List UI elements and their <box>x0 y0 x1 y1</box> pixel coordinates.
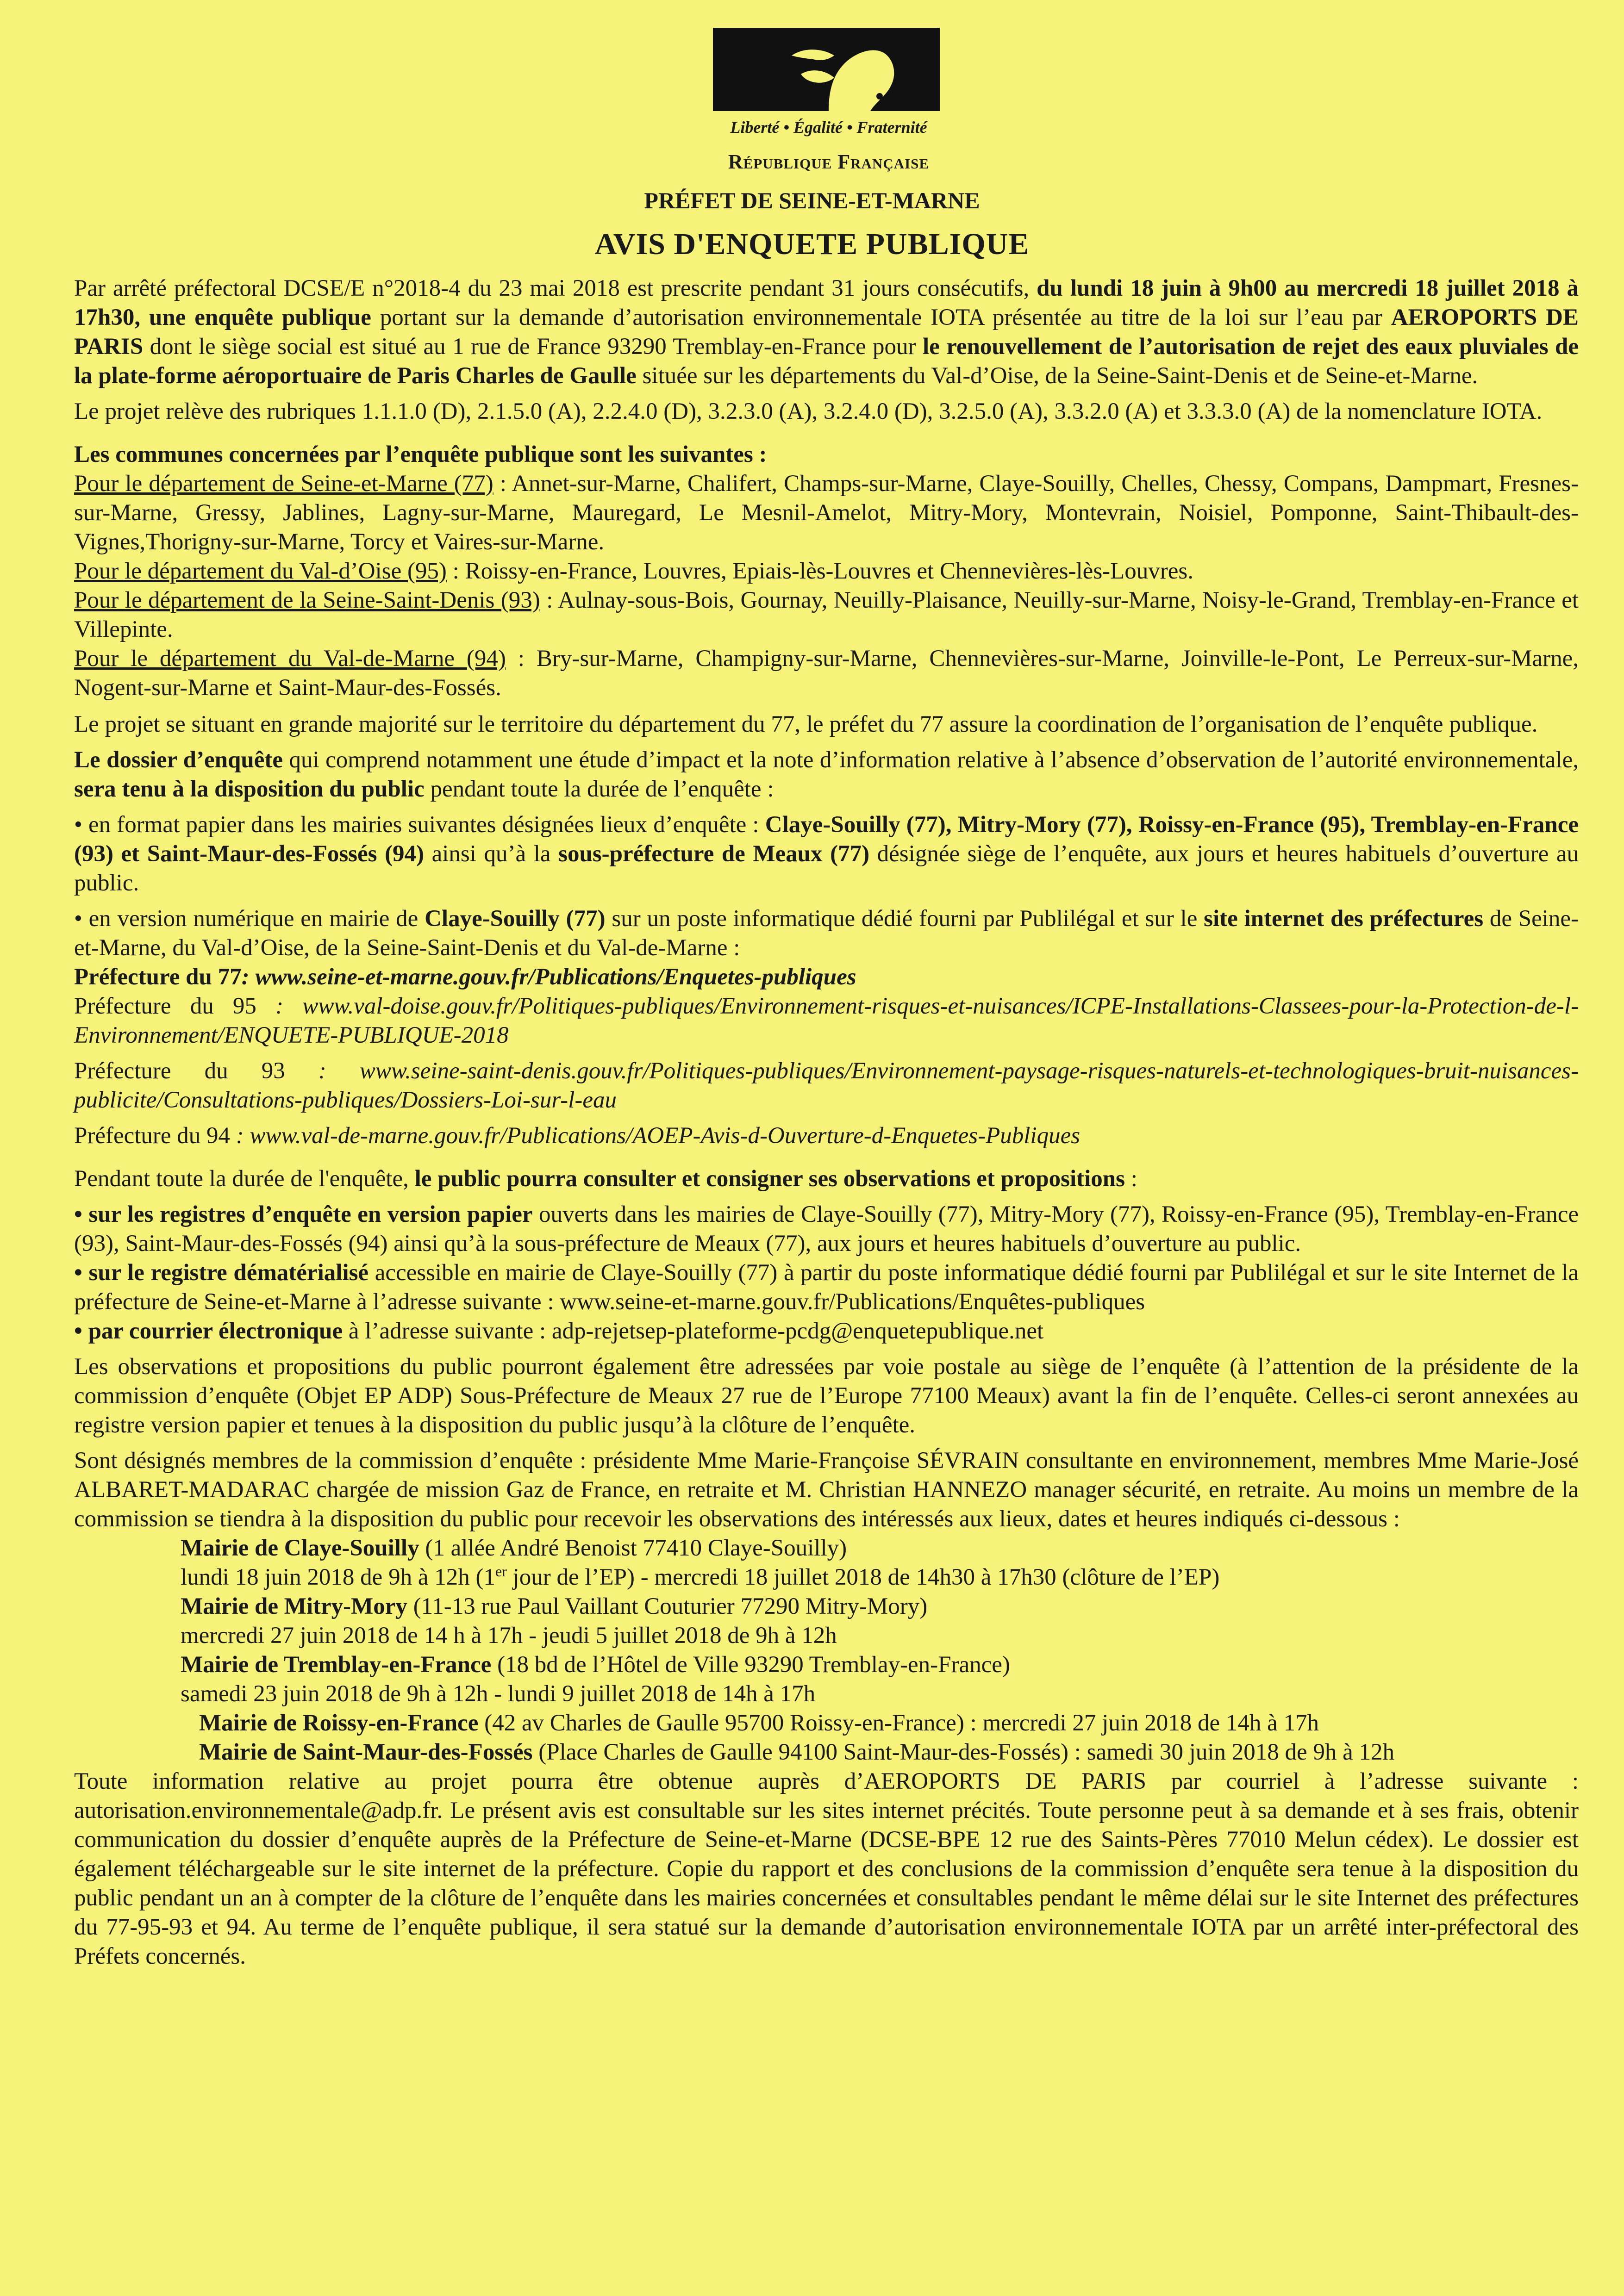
consult-options <box>74 1200 1579 1346</box>
consult-text: : <box>1124 1166 1137 1192</box>
republic-name: République Française <box>728 150 930 173</box>
intro-text: située sur les départements du Val-d’Oise, de la Seine-Saint-Denis et de Seine-et-Marne. <box>636 363 1478 389</box>
mairie-name: Mairie de Saint-Maur-des-Fossés <box>199 1739 533 1765</box>
communes-heading: Les communes concernées par l’enquête publique sont les suivantes <box>74 442 753 467</box>
marianne-logo <box>713 28 940 111</box>
dossier-label: Le dossier d’enquête <box>74 747 283 773</box>
mairie-name: Mairie de Mitry-Mory <box>181 1593 407 1619</box>
prefecture-94-label: Préfecture du 94 <box>74 1123 231 1149</box>
mairie-name: Mairie de Roissy-en-France <box>199 1710 479 1736</box>
intro-paragraph <box>74 274 1579 391</box>
mairie-tremblay-dates: samedi 23 juin 2018 de 9h à 12h - lundi 9 juillet 2018 de 14h à 17h <box>181 1681 816 1707</box>
dept-95-communes: : Roissy-en-France, Louvres, Epiais-lès-Louvres et Chennevières-lès-Louvres. <box>446 558 1194 584</box>
dept-95-label: Pour le département du Val-d’Oise (95) <box>74 558 447 584</box>
prefecture-77-label: Préfecture du 77 <box>74 964 242 990</box>
closing-paragraph: Toute information relative au projet pourra être obtenue auprès d’AEROPORTS DE PARIS par courriel à l’adresse suivante : autorisation.environnementale@adp.fr. Le présent avis est consultable sur les sites internet précités. Toute personne peut à sa demande et à ses frais, obtenir communication du dossier d’enquête auprès de la Préfecture de Seine-et-Marne (DCSE-BPE 12 rue des Saints-Pères 77010 Melun cédex). Le dossier est également téléchargeable sur le site internet de la préfecture. Copie du rapport et des conclusions de la commission d’enquête sera tenue à la disposition du public pendant un an à compter de la clôture de l’enquête dans les mairies concernées et consultables pendant le même délai sur le site Internet des préfectures du 77-95-93 et 94. Au terme de l’enquête publique, il sera statué sur la demande d’autorisation environnementale IOTA par un arrêté inter-préfectoral des Préfets concernés. <box>74 1768 1579 1969</box>
digital-register-label: • sur le registre dématérialisé <box>74 1260 369 1286</box>
paper-text: ainsi qu’à la <box>424 841 559 867</box>
mairie-tremblay <box>74 1650 1579 1680</box>
paper-register-label: • sur les registres d’enquête en version papier <box>74 1201 533 1227</box>
mairie-name: Mairie de Claye-Souilly <box>181 1535 419 1561</box>
prefecture-95-item <box>74 992 1579 1050</box>
dept-93-communes: : Aulnay-sous-Bois, Gournay, Neuilly-Plaisance, Neuilly-sur-Marne, Noisy-le-Grand, Tremblay-en-France et Villepinte. <box>74 587 1579 642</box>
intro-text: portant sur la demande d’autorisation environnementale IOTA présentée au titre de la loi sur l’eau par <box>371 305 1391 330</box>
dept-77-communes: : Annet-sur-Marne, Chalifert, Champs-sur-Marne, Claye-Souilly, Chelles, Chessy, Compans, Dampmart, Fresnes-sur-Marne, Gressy, Jablines, Lagny-sur-Marne, Mauregard, Le Mesnil-Amelot, Mitry-Mory, Montevrain, Noisiel, Pomponne, Saint-Thibault-des-Vignes,Thorigny-sur-Marne, Torcy et Vaires-sur-Marne. <box>74 471 1579 555</box>
applicant-name: AEROPORTS DE PARIS <box>74 305 1579 360</box>
dept-94-label: Pour le département du Val-de-Marne (94) <box>74 646 506 672</box>
communes-heading-colon: : <box>753 442 767 467</box>
digital-text: de Seine-et-Marne, du Val-d’Oise, de la Seine-Saint-Denis et du Val-de-Marne : <box>74 906 1579 961</box>
consult-emphasis: le public pourra consulter et consigner ses observations et propositions <box>414 1166 1125 1192</box>
paper-text: • en format papier dans les mairies suivantes désignées lieux d’enquête : <box>74 812 765 838</box>
mairie-address: (18 bd de l’Hôtel de Ville 93290 Tremblay-en-France) <box>491 1652 1010 1678</box>
paper-register-text: ouverts dans les mairies de Claye-Souilly (77), Mitry-Mory (77), Roissy-en-France (95), Tremblay-en-France (93), Saint-Maur-des-Fossés (94) ainsi qu’à la sous-préfecture de Meaux (77), aux jours et heures habituels d’ouverture au public. <box>74 1201 1579 1257</box>
prefecture-93-label: Préfecture du 93 <box>74 1058 285 1084</box>
mairie-address: (Place Charles de Gaulle 94100 Saint-Maur-des-Fossés) : samedi 30 juin 2018 de 9h à 12h <box>532 1739 1395 1765</box>
commission-paragraph: Sont désignés membres de la commission d’enquête : présidente Mme Marie-Françoise SÉVRAIN consultante en environnement, membres Mme Marie-José ALBARET-MADARAC chargée de mission Gaz de France, en retraite et M. Christian HANNEZO manager sécurité, en retraite. Au moins un membre de la commission se tiendra à la disposition du public pour recevoir les observations des intéressés aux lieux, dates et heures indiqués ci-dessous : <box>74 1448 1579 1532</box>
notice-body <box>74 274 1579 1978</box>
dossier-text: pendant toute la durée de l’enquête : <box>424 776 774 802</box>
consult-text: Pendant toute la durée de l'enquête, <box>74 1166 415 1192</box>
prefecture-95-label: Préfecture du 95 <box>74 993 256 1019</box>
email-text: à l’adresse suivante : adp-rejetsep-plateforme-pcdg@enquetepublique.net <box>343 1318 1044 1344</box>
rubriques-paragraph: Le projet relève des rubriques 1.1.1.0 (D), 2.1.5.0 (A), 2.2.4.0 (D), 3.2.3.0 (A), 3.2.4.0 (D), 3.2.5.0 (A), 3.3.2.0 (A) et 3.3.3.0 (A) de la nomenclature IOTA. <box>74 398 1543 424</box>
mairie-claye-souilly <box>74 1534 1579 1563</box>
intro-text: Par arrêté préfectoral DCSE/E n°2018-4 du 23 mai 2018 est prescrite pendant 31 jours consécutifs, <box>74 275 1037 301</box>
intro-text: dont le siège social est situé au 1 rue de France 93290 Tremblay-en-France pour <box>143 334 923 360</box>
paper-text: désignée siège de l’enquête, aux jours et heures habituels d’ouverture au public. <box>74 841 1579 896</box>
prefect-heading: PRÉFET DE SEINE-ET-MARNE <box>644 187 980 213</box>
prefecture-93-link[interactable]: : www.seine-saint-denis.gouv.fr/Politiques-publiques/Environnement-paysage-risques-naturels-et-technologiques-bruit-nuisances-publicite/Consultations-publiques/Dossiers-Loi-sur-l-eau <box>74 1058 1579 1113</box>
republic-motto: Liberté • Égalité • Fraternité <box>730 118 927 137</box>
prefecture-77-link[interactable]: : www.seine-et-marne.gouv.fr/Publications/Enquetes-publiques <box>241 964 856 990</box>
dossier-paragraph <box>74 746 1579 804</box>
dossier-availability: sera tenu à la disposition du public <box>74 776 425 802</box>
mairie-mitry-mory-dates: mercredi 27 juin 2018 de 14 h à 17h - jeudi 5 juillet 2018 de 9h à 12h <box>181 1623 837 1649</box>
mairie-saint-maur <box>74 1738 1579 1767</box>
digital-register-text: accessible en mairie de Claye-Souilly (77) à partir du poste informatique dédié fourni par Publilégal et sur le site Internet de la préfecture de Seine-et-Marne à l’adresse suivante : www.seine-et-marne.gouv.fr/Publications/Enquêtes-publiques <box>74 1260 1579 1315</box>
mairie-dates: lundi 18 juin 2018 de 9h à 12h (1 <box>181 1564 495 1590</box>
coordination-paragraph: Le projet se situant en grande majorité sur le territoire du département du 77, le préfet du 77 assure la coordination de l’organisation de l’enquête publique. <box>74 711 1538 737</box>
dept-93-label: Pour le département de la Seine-Saint-Denis (93) <box>74 587 540 613</box>
paper-sous-prefecture: sous-préfecture de Meaux (77) <box>558 841 870 867</box>
mairie-mitry-mory <box>74 1592 1579 1621</box>
dept-94-communes: : Bry-sur-Marne, Champigny-sur-Marne, Chennevières-sur-Marne, Joinville-le-Pont, Le Perreux-sur-Marne, Nogent-sur-Marne et Saint-Maur-des-Fossés. <box>74 646 1579 701</box>
prefecture-93-item <box>74 1057 1579 1115</box>
digital-text: • en version numérique en mairie de <box>74 906 425 932</box>
intro-dates: du lundi 18 juin à 9h00 au mercredi 18 juillet 2018 à 17h30, une enquête publique <box>74 275 1579 330</box>
page-title: AVIS D'ENQUETE PUBLIQUE <box>594 227 1030 261</box>
mairie-claye-souilly-dates <box>74 1563 1579 1592</box>
mairie-roissy <box>74 1709 1579 1738</box>
project-object: le renouvellement de l’autorisation de rejet des eaux pluviales de la plate-forme aéroportuaire de Paris Charles de Gaulle <box>74 334 1579 389</box>
email-label: • par courrier électronique <box>74 1318 343 1344</box>
digital-text: sur un poste informatique dédié fourni par Publilégal et sur le <box>605 906 1204 932</box>
prefecture-95-link[interactable]: : www.val-doise.gouv.fr/Politiques-publiques/Environnement-risques-et-nuisances/ICPE-Installations-Classees-pour-la-Protection-de-l-Environnement/ENQUETE-PUBLIQUE-2018 <box>74 993 1579 1048</box>
dept-77-label: Pour le département de Seine-et-Marne (77) <box>74 471 493 497</box>
consult-intro <box>74 1164 1579 1194</box>
mairie-dates: jour de l’EP) - mercredi 18 juillet 2018 de 14h30 à 17h30 (clôture de l’EP) <box>506 1564 1220 1590</box>
mairie-dates-sup: er <box>495 1563 507 1580</box>
mairie-address: (11-13 rue Paul Vaillant Couturier 77290 Mitry-Mory) <box>407 1593 928 1619</box>
digital-mairie: Claye-Souilly (77) <box>425 906 606 932</box>
prefecture-94-item <box>74 1121 1579 1151</box>
mairie-address: (42 av Charles de Gaulle 95700 Roissy-en-France) : mercredi 27 juin 2018 de 14h à 17h <box>478 1710 1319 1736</box>
paper-format-item <box>74 810 1579 898</box>
digital-format-item <box>74 904 1579 992</box>
mairie-address: (1 allée André Benoist 77410 Claye-Souilly) <box>419 1535 847 1561</box>
postal-paragraph: Les observations et propositions du public pourront également être adressées par voie postale au siège de l’enquête (à l’attention de la présidente de la commission d’enquête (Objet EP ADP) Sous-Préfecture de Meaux 27 rue de l’Europe 77100 Meaux) avant la fin de l’enquête. Celles-ci seront annexées au registre version papier et tenues à la disposition du public jusqu’à la clôture de l’enquête. <box>74 1354 1579 1438</box>
mairie-name: Mairie de Tremblay-en-France <box>181 1652 492 1678</box>
dossier-text: qui comprend notamment une étude d’impact et la note d’information relative à l’absence d’observation de l’autorité environnementale, <box>282 747 1579 773</box>
prefecture-94-link[interactable]: : www.val-de-marne.gouv.fr/Publications/AOEP-Avis-d-Ouverture-d-Enquetes-Publiques <box>230 1123 1081 1149</box>
marianne-icon <box>713 28 940 111</box>
digital-sites: site internet des préfectures <box>1204 906 1484 932</box>
paper-mairies: Claye-Souilly (77), Mitry-Mory (77), Roissy-en-France (95), Tremblay-en-France (93) et Saint-Maur-des-Fossés (94) <box>74 812 1579 867</box>
communes-block <box>74 440 1579 703</box>
